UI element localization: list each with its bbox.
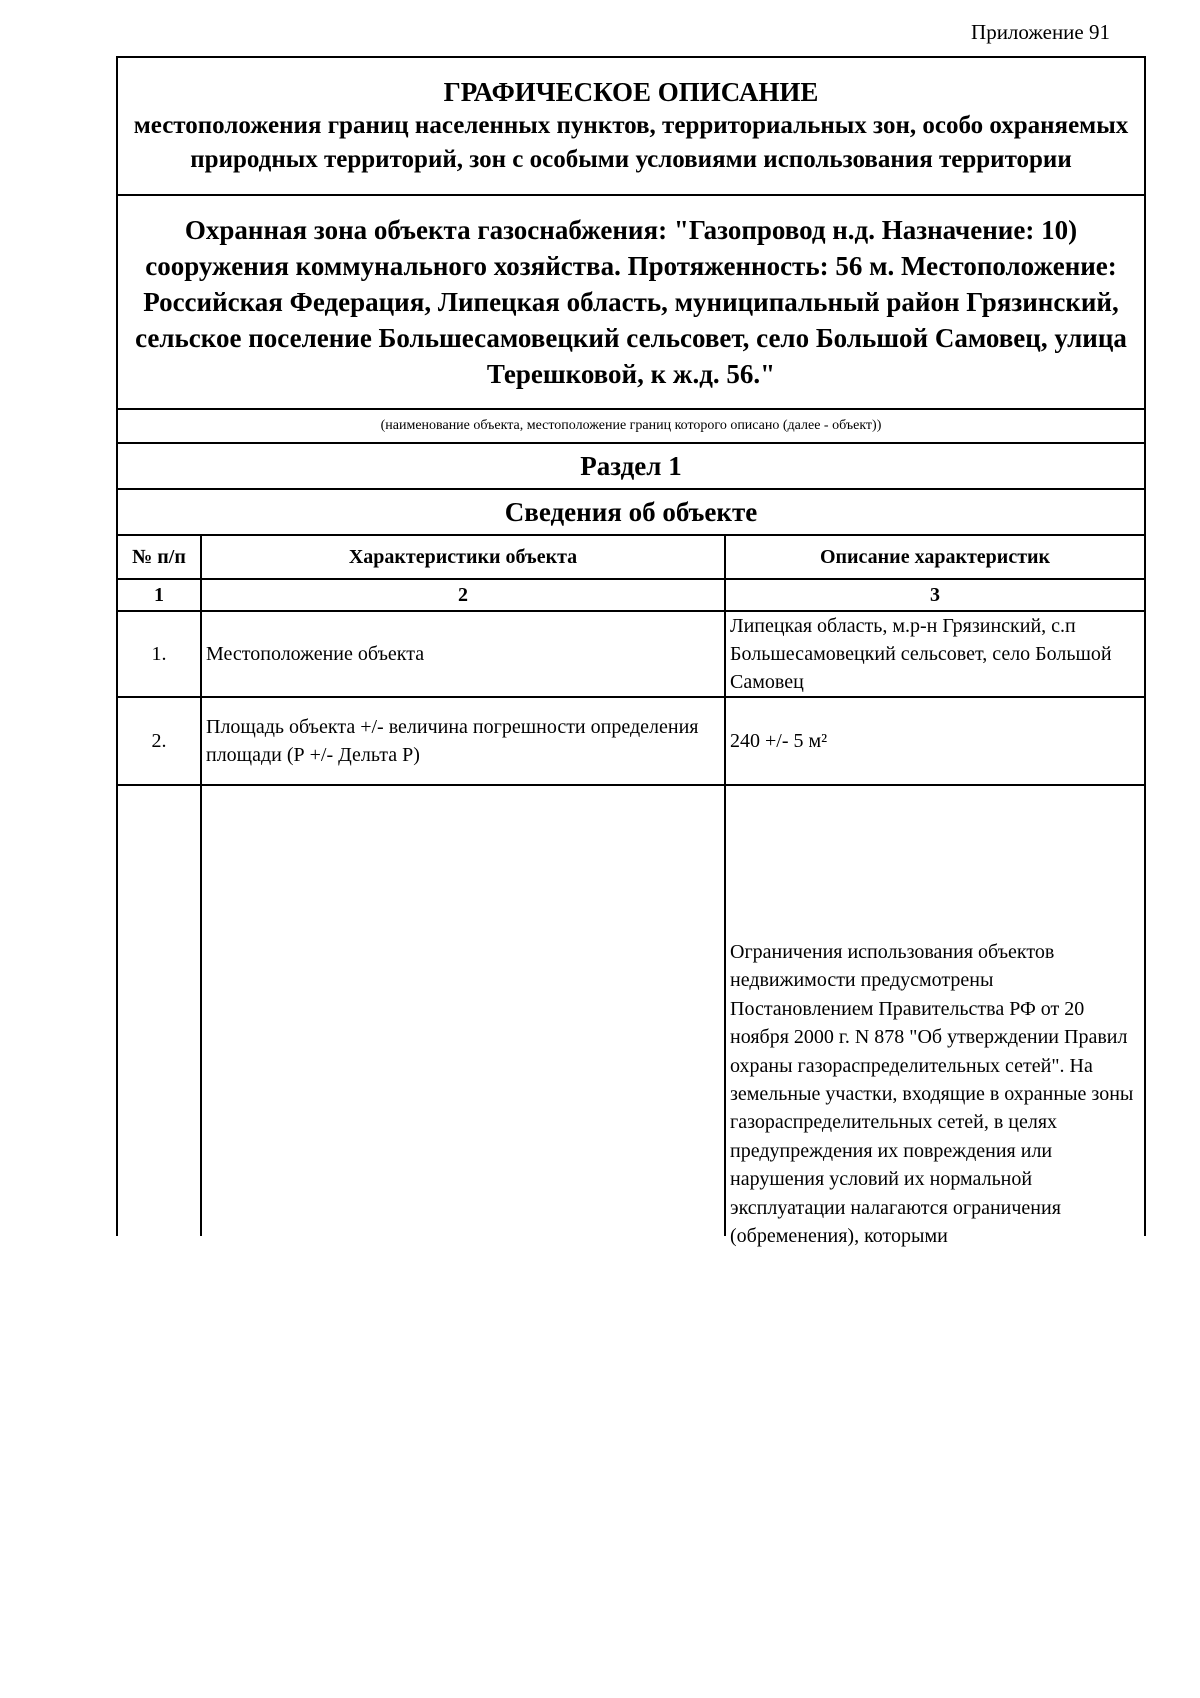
row-characteristic [201, 785, 725, 1236]
header-number: № п/п [117, 535, 201, 579]
object-caption: (наименование объекта, местоположение границ которого описано (далее - объект)) [117, 409, 1145, 443]
section-number: Раздел 1 [117, 443, 1145, 489]
header-characteristic: Характеристики объекта [201, 535, 725, 579]
document-subtitle: местоположения границ населенных пунктов, территориальных зон, особо охраняемых природных территорий, зон с особыми условиями использования территории [133, 112, 1129, 173]
object-name: Охранная зона объекта газоснабжения: "Газопровод н.д. Назначение: 10) сооружения коммунального хозяйства. Протяженность: 56 м. Местоположение: Российская Федерация, Липецкая область, муниципальный район Грязинский, сельское поселение Большесамовецкий сельсовет, село Большой Самовец, улица Терешковой, к ж.д. 56." [117, 195, 1145, 409]
table-row [117, 785, 1145, 1236]
title-block [117, 57, 1145, 195]
section-title: Сведения об объекте [117, 489, 1145, 535]
document-title: ГРАФИЧЕСКОЕ ОПИСАНИЕ [443, 77, 819, 107]
appendix-label: Приложение 91 [971, 20, 1110, 44]
row-description: 240 +/- 5 м² [725, 697, 1145, 785]
row-characteristic: Площадь объекта +/- величина погрешности определения площади (Р +/- Дельта Р) [201, 697, 725, 785]
table-row [117, 611, 1145, 697]
column-number-3: 3 [725, 579, 1145, 611]
row-number: 1. [117, 611, 201, 697]
header-description: Описание характеристик [725, 535, 1145, 579]
table-row [117, 697, 1145, 785]
row-characteristic: Местоположение объекта [201, 611, 725, 697]
column-number-1: 1 [117, 579, 201, 611]
row-description [725, 785, 1145, 1248]
restrictions-text: Ограничения использования объектов недвижимости предусмотрены Постановлением Правительства РФ от 20 ноября 2000 г. N 878 "Об утверждении Правил охраны газораспределительных сетей". На земельные участки, входящие в охранные зоны газораспределительных сетей, в целях предупреждения их повреждения или нарушения условий их нормальной эксплуатации налагаются ограничения (обременения), которыми [730, 941, 1134, 1248]
row-number: 2. [117, 697, 201, 785]
row-number [117, 785, 201, 1236]
column-number-2: 2 [201, 579, 725, 611]
document-table [116, 56, 1146, 1248]
row-description: Липецкая область, м.р-н Грязинский, с.п Большесамовецкий сельсовет, село Большой Самовец [725, 611, 1145, 697]
